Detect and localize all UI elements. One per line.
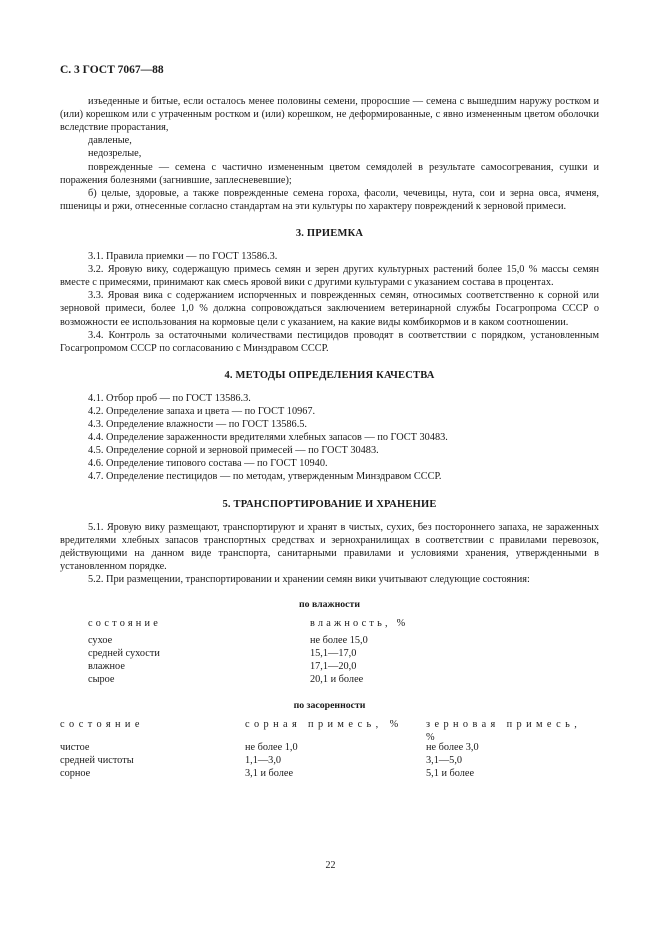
table-cell: не более 15,0 [310,635,368,647]
table-row [60,673,599,686]
page-number: 22 [325,860,336,871]
paragraph: недозрелые, [88,148,142,160]
paragraph: 3.2. Яровую вику, содержащую примесь семян и зерен других культурных растений более 15,0 % массы семян вместе с примесями, принимают как смесь яровой вики с другими культурами с указанием состава в процентах. [60,264,599,289]
paragraph: давленые, [88,135,132,147]
contamination-table-title: по засоренности [293,700,366,712]
paragraph: поврежденные — семена с частично измененным цветом семядолей в результате самосогревания, сушки и поражения болезнями (загнившие, заплесневевшие); [60,161,599,186]
section-4-list [60,392,599,484]
spacer [60,731,599,741]
column-header: состояние [60,719,144,731]
table-cell: влажное [88,661,125,673]
paragraph: 5.1. Яровую вику размещают, транспортируют и хранят в чистых, сухих, без постороннего запаха, не зараженных вредителями хлебных запасов транспортных средствах и зернохранилищах в соответствии с правилами перевозок, действующими на данном виде транспорта, санитарными правилами и условиями хранения, утвержденными в установленном порядке. [60,521,599,572]
list-item: 4.3. Определение влажности — по ГОСТ 13586.5. [88,419,307,431]
list-item: 4.6. Определение типового состава — по ГОСТ 10940. [88,458,328,470]
humidity-table [60,617,599,687]
table-row [60,767,599,780]
section-3-title: 3. ПРИЕМКА [295,227,364,239]
table-cell: средней сухости [88,648,160,660]
section-4-title: 4. МЕТОДЫ ОПРЕДЕЛЕНИЯ КАЧЕСТВА [224,369,435,381]
table-cell: 1,1—3,0 [245,755,282,767]
table-cell: средней чистоты [60,755,134,767]
section-5-title: 5. ТРАНСПОРТИРОВАНИЕ И ХРАНЕНИЕ [222,498,437,510]
table-row [60,741,599,754]
table-row [60,647,599,660]
table-header-row [60,718,599,744]
paragraph: 5.2. При размещении, транспортировании и хранении семян вики учитывают следующие состояния: [88,574,530,585]
table-cell: сырое [88,674,115,686]
list-item: 4.7. Определение пестицидов — по методам, утвержденным Минздравом СССР. [88,471,442,483]
paragraph: б) целые, здоровые, а также поврежденные семена гороха, фасоли, чечевицы, нута, сои и зерна овса, ячменя, пшеницы и ржи, отнесенные согласно стандартам на эти культуры по характеру повреждений к зерновой примеси. [60,187,599,212]
table-cell: чистое [60,742,90,754]
list-item: 4.1. Отбор проб — по ГОСТ 13586.3. [88,392,251,404]
table-cell: не более 1,0 [245,742,298,754]
document-page [60,64,599,780]
section-5-body [60,521,599,586]
paragraph: 3.4. Контроль за остаточными количествами пестицидов проводят в соответствии с порядком, установленным Госагропромом СССР по согласованию с Минздравом СССР. [60,329,599,354]
table-cell: 15,1—17,0 [310,648,357,660]
column-header: влажность, % [310,618,409,630]
table-cell: не более 3,0 [426,742,479,754]
table-cell: сорное [60,768,91,780]
column-header: состояние [88,618,161,630]
table-row [60,634,599,647]
table-cell: 5,1 и более [426,768,475,780]
section-3-body [60,250,599,355]
intro-block [60,95,599,213]
paragraph: 3.3. Яровая вика с содержанием испорченных и поврежденных семян, относимых соответственно к сорной или зерновой примеси, более 1,0 % должна сопровождаться заключением ветеринарной службы Госагропрома СССР о возможности ее использования на кормовые цели с указанием, на какие виды комбикормов и в каком соотношении. [60,290,599,328]
list-item: 4.2. Определение запаха и цвета — по ГОСТ 10967. [88,405,316,417]
column-header: сорная примесь, % [245,719,403,731]
page-header: С. 3 ГОСТ 7067—88 [60,64,164,76]
paragraph: 3.1. Правила приемки — по ГОСТ 13586.3. [88,251,278,263]
humidity-table-title: по влажности [298,599,360,611]
table-cell: 20,1 и более [310,674,364,686]
table-row [60,660,599,673]
table-cell: 3,1 и более [245,768,294,780]
table-cell: 3,1—5,0 [426,755,463,767]
column-header: зерновая примесь, % [426,719,582,744]
contamination-table [60,718,599,780]
list-item: 4.5. Определение сорной и зерновой примесей — по ГОСТ 30483. [88,445,379,457]
table-cell: сухое [88,635,113,647]
list-item: 4.4. Определение зараженности вредителями хлебных запасов — по ГОСТ 30483. [88,432,448,444]
table-row [60,754,599,767]
table-cell: 17,1—20,0 [310,661,357,673]
paragraph: изъеденные и битые, если осталось менее половины семени, проросшие — семена с вышедшим наружу ростком и (или) корешком или с утраченным ростком и (или) корешком, не деформированные, с явно измененным цветом оболочки вследствие прорастания, [60,96,599,134]
table-header-row [60,617,599,630]
